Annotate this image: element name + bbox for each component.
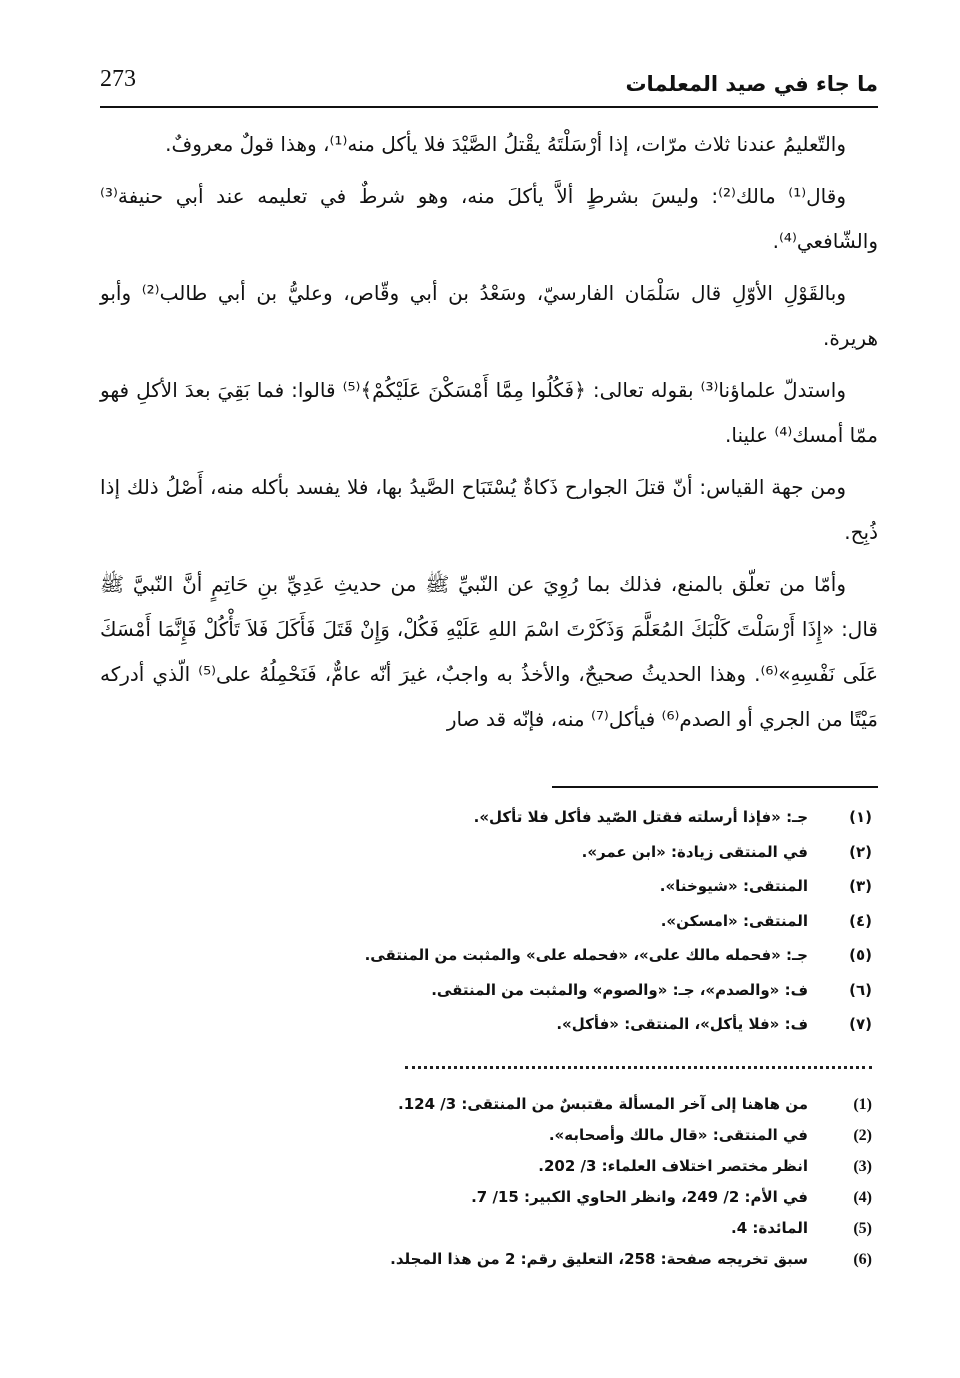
footnote-number: (٦) [849,980,872,999]
running-title: ما جاء في صيد المعلمات [625,72,878,96]
footnote-text: سبق تخريجه صفحة: 258، التعليق رقم: 2 من هذا المجلد. [390,1249,808,1268]
page-number: 273 [100,66,136,92]
reference-footnotes [120,1089,872,1275]
footnote-number: (1) [853,1095,872,1113]
paragraph: واستدلّ علماؤنا⁽³⁾ بقوله تعالى: ﴿فَكُلُوا مِمَّا أَمْسَكْنَ عَلَيْكُمْ﴾⁽⁵⁾ قالوا: فما بَقِيَ بعدَ الأكلِ فهو ممّا أمسك⁽⁴⁾ علينا. [100,378,878,447]
footnote-number: (٢) [849,842,872,861]
page-header [100,60,878,108]
footnote [120,1213,872,1244]
paragraph: والتّعليمُ عندنا ثلاث مرّات، إذا أرْسَلْتَهُ يقْتلُ الصَّيْدَ فلا يأكل منه⁽¹⁾، وهذا قولٌ معروفٌ. [165,132,846,156]
footnote [120,1089,872,1120]
variant-footnotes [120,800,872,1042]
paragraph: وأمّا من تعلّق بالمنع، فذلك بما رُوِيَ عن النّبيِّ ﷺ من حديثِ عَدِيِّ بنِ حَاتِمٍ أنَّ النّبيَّ ﷺ قال: «إِذَا أَرْسَلْتَ كَلْبَكَ المُعَلَّمَ وَذَكَرْتَ اسْمَ اللهِ عَلَيْهِ فَكُلْ، وَإِنْ قَتَلَ فَأَكَلَ فَلاَ تَأْكُلْ فَإِنَّمَا أَمْسَكَ عَلَى نَفْسِهِ»⁽⁶⁾. وهذا الحديثُ صحيحٌ، والأخذُ به واجبٌ، غيرَ أنّه عامٌّ، فَنَحْمِلُهُ على⁽⁵⁾ الّذي أدركه مَيْتًا من الجري أو الصدم⁽⁶⁾ فيأكل⁽⁷⁾ منه، فإنّه قد صار [100,572,879,731]
footnote [120,1151,872,1182]
footnote-text: المنتقى: «شيوخنا». [659,877,808,895]
footnote-text: جـ: «فحمله مالك على»، «فحمله على» والمثبت من المنتقى. [364,946,808,964]
paragraph: وقال⁽¹⁾ مالك⁽²⁾: وليسَ بشرطٍ ألاَّ يأكلَ منه، وهو شرطٌ في تعليمه عند أبي حنيفة⁽³⁾ والشّافعي⁽⁴⁾. [100,184,878,253]
footnote [120,869,872,904]
footnote-number: (6) [853,1250,872,1268]
paragraph: ومن جهة القياس: أنّ قتلَ الجوارح ذَكاةٌ يُسْتَبَاح الصَّيدُ بها، فلا يفسد بأكله منه، أَصْلُ ذلك إذا ذُبِح. [100,475,878,544]
footnote-text: جـ: «فإذا أرسلته فقتل الصّيد فأكل فلا تأكل». [473,808,808,826]
footnote-text: في المنتقى: «قال مالك وأصحابه». [548,1125,808,1144]
main-text [100,122,878,749]
footnote-text: المنتقى: «امسكن». [660,911,808,930]
footnote-text: ف: «فلا يأكل»، المنتقى: «فأكل». [556,1015,808,1033]
footnote [120,904,872,939]
paragraph: وبالقَوْلِ الأوّلِ قال سَلْمَان الفارسيّ، وسَعْدُ بن أبي وقّاص، وعليُّ بن أبي طالب⁽²⁾ وأبو هريرة. [100,281,878,350]
footnote-text: ف: «والصدم»، جـ: «والصوم» والمثبت من المنتقى. [431,980,808,999]
footnote [120,800,872,835]
footnote-text: في المنتقى زيادة: «ابن عمر». [581,842,808,861]
footnote-number: (5) [853,1219,872,1237]
dotted-separator [405,1066,872,1069]
footnote [120,1182,872,1213]
footnote-number: (٤) [849,911,872,930]
footnote-number: (2) [853,1126,872,1144]
footnote-divider [552,786,878,788]
footnote [120,1007,872,1042]
footnote [120,1120,872,1151]
footnote-number: (٥) [849,946,872,964]
footnote [120,973,872,1008]
footnote-text: المائدة: 4. [731,1218,808,1237]
footnote [120,835,872,870]
footnote [120,1244,872,1275]
footnote-number: (٣) [849,877,872,895]
footnote-number: (4) [853,1188,872,1206]
footnote [120,938,872,973]
footnote-number: (١) [849,808,872,826]
footnotes [120,800,872,1275]
footnote-text: من هاهنا إلى آخر المسألة مقتبسٌ من المنتقى: 3/ 124. [398,1094,808,1113]
footnote-number: (٧) [849,1015,872,1033]
footnote-text: انظر مختصر اختلاف العلماء: 3/ 202. [538,1156,808,1175]
footnote-text: في الأم: 2/ 249، وانظر الحاوي الكبير: 15/ 7. [471,1187,808,1206]
footnote-number: (3) [853,1157,872,1175]
